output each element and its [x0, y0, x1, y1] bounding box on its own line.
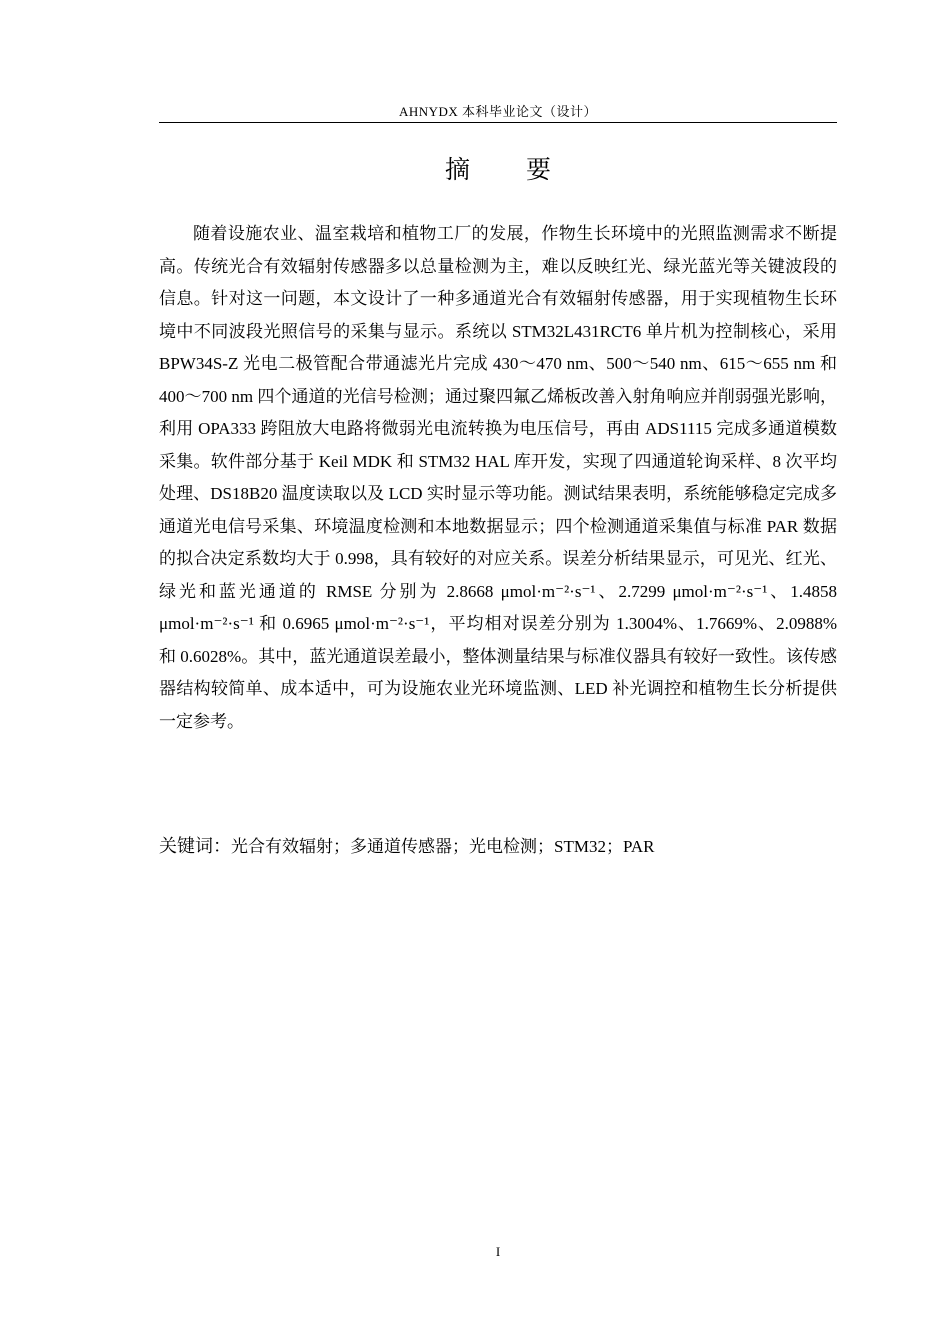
- running-header: AHNYDX 本科毕业论文（设计）: [398, 104, 598, 119]
- keywords-label: 关键词：: [159, 836, 231, 857]
- abstract-title: 摘 要: [445, 155, 575, 184]
- page-number: I: [495, 1244, 501, 1259]
- keywords-text: 光合有效辐射；多通道传感器；光电检测；STM32；PAR: [231, 837, 655, 856]
- abstract-body: 随着设施农业、温室栽培和植物工厂的发展，作物生长环境中的光照监测需求不断提高。传统光合有效辐射传感器多以总量检测为主，难以反映红光、绿光蓝光等关键波段的信息。针对这一问题，本文设计了一种多通道光合有效辐射传感器，用于实现植物生长环境中不同波段光照信号的采集与显示。系统以 STM32L431RCT6 单片机为控制核心，采用 BPW34S-Z 光电二极管配合带通滤光片完成 430～470 nm、500～540 nm、615～655 nm 和 400～700 nm 四个通道的光信号检测；通过聚四氟乙烯板改善入射角响应并削弱强光影响，利用 OPA333 跨阻放大电路将微弱光电流转换为电压信号，再由 ADS1115 完成多通道模数采集。软件部分基于 Keil MDK 和 STM32 HAL 库开发，实现了四通道轮询采样、8 次平均处理、DS18B20 温度读取以及 LCD 实时显示等功能。测试结果表明，系统能够稳定完成多通道光电信号采集、环境温度检测和本地数据显示；四个检测通道采集值与标准 PAR 数据的拟合决定系数均大于 0.998，具有较好的对应关系。误差分析结果显示，可见光、红光、绿光和蓝光通道的 RMSE 分别为 2.8668 μmol·m⁻²·s⁻¹、2.7299 μmol·m⁻²·s⁻¹、1.4858 μmol·m⁻²·s⁻¹ 和 0.6965 μmol·m⁻²·s⁻¹，平均相对误差分别为 1.3004%、1.7669%、2.0988% 和 0.6028%。其中，蓝光通道误差最小，整体测量结果与标准仪器具有较好一致性。该传感器结构较简单、成本适中，可为设施农业光环境监测、LED 补光调控和植物生长分析提供一定参考。: [159, 224, 837, 731]
- keywords-line: [159, 831, 837, 863]
- header-rule: [159, 122, 837, 123]
